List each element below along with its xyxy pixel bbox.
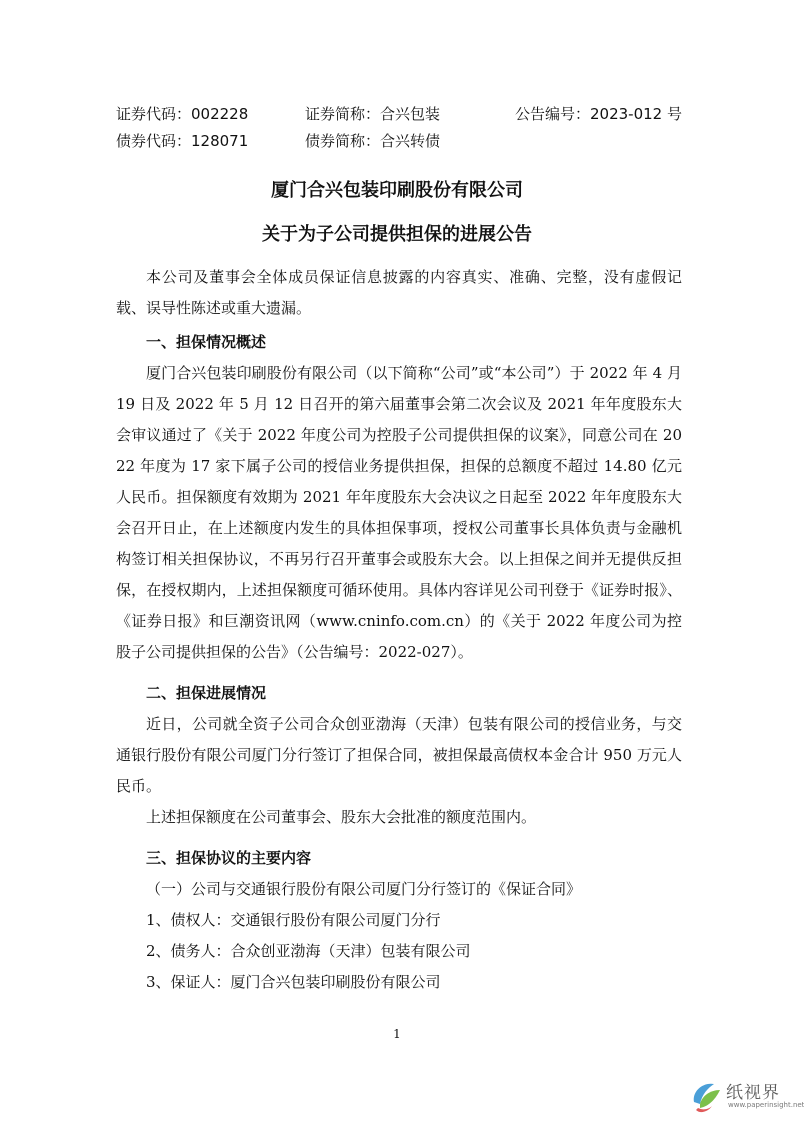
section3-heading: 三、担保协议的主要内容 [146, 849, 312, 867]
watermark-url: www.paperinsight.net [728, 1101, 804, 1109]
header-row-securities [116, 101, 682, 128]
securities-abbreviation: 证券简称：合兴包装 [305, 105, 441, 123]
document-body [116, 262, 682, 998]
company-title: 厦门合兴包装印刷股份有限公司 [271, 180, 523, 201]
bond-code: 债券代码：128071 [116, 132, 249, 150]
document-header [116, 101, 682, 155]
paperinsight-logo-icon [688, 1078, 724, 1114]
notice-number: 公告编号：2023-012 号 [515, 105, 682, 123]
declaration-paragraph: 本公司及董事会全体成员保证信息披露的内容真实、准确、完整，没有虚假记载、误导性陈述或重大遗漏。 [116, 268, 682, 317]
list-item-debtor: 2、债务人：合众创亚渤海（天津）包装有限公司 [146, 942, 471, 960]
paperinsight-watermark [688, 1076, 804, 1122]
section3-subheading: （一）公司与交通银行股份有限公司厦门分行签订的《保证合同》 [146, 880, 582, 898]
section1-paragraph: 厦门合兴包装印刷股份有限公司（以下简称“公司”或“本公司”）于 2022 年 4 月 19 日及 2022 年 5 月 12 日召开的第六届董事会第二次会议及 2021 年年度股东大会审议通过了《关于 2022 年度公司为控股子公司提供担保的议案》，同意公司在 2022 年度为 17 家下属子公司的授信业务提供担保，担保的总额度不超过 14.80 亿元人民币。担保额度有效期为 2021 年年度股东大会决议之日起至 2022 年年度股东大会召开日止，在上述额度内发生的具体担保事项，授权公司董事长具体负责与金融机构签订相关担保协议，不再另行召开董事会或股东大会。以上担保之间并无提供反担保，在授权期内，上述担保额度可循环使用。具体内容详见公司刊登于《证券时报》、《证券日报》和巨潮资讯网（www.cninfo.com.cn）的《关于 2022 年度公司为控股子公司提供担保的公告》（公告编号：2022-027）。 [116, 364, 682, 661]
list-item-creditor: 1、债权人：交通银行股份有限公司厦门分行 [146, 911, 441, 929]
section2-heading: 二、担保进展情况 [146, 684, 267, 702]
list-item-guarantor: 3、保证人：厦门合兴包装印刷股份有限公司 [146, 973, 441, 991]
bond-abbreviation: 债券简称：合兴转债 [305, 132, 441, 150]
section2-paragraph: 近日，公司就全资子公司合众创亚渤海（天津）包装有限公司的授信业务，与交通银行股份有限公司厦门分行签订了担保合同，被担保最高债权本金合计 950 万元人民币。 [116, 715, 682, 795]
section1-heading: 一、担保情况概述 [146, 333, 267, 351]
section2-scope-paragraph: 上述担保额度在公司董事会、股东大会批准的额度范围内。 [146, 808, 537, 826]
watermark-brand: 纸视界 [726, 1083, 780, 1103]
header-row-bonds [116, 128, 682, 155]
announcement-title: 关于为子公司提供担保的进展公告 [262, 224, 532, 245]
page-number: 1 [393, 1027, 401, 1041]
securities-code: 证券代码：002228 [116, 105, 249, 123]
